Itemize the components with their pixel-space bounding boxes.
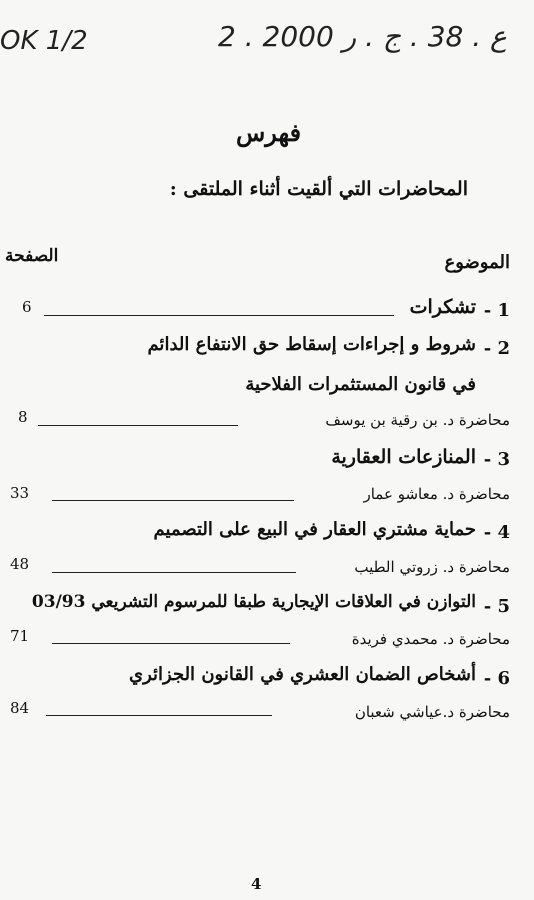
entry-5-number: 5 - [483, 596, 510, 617]
entry-2-title: شروط و إجراءات إسقاط حق الانتفاع الدائم [147, 334, 476, 355]
subtitle: المحاضرات التي ألقيت أثناء الملتقى : [169, 178, 468, 200]
entry-2-number: 2 - [483, 338, 510, 359]
entry-2-page: 8 [18, 408, 28, 426]
entry-5-lecturer: محاضرة د. محمدي فريدة [351, 630, 510, 648]
entry-4-number: 4 - [483, 522, 510, 543]
entry-2-leader [38, 425, 238, 426]
topic-header: الموضوع [444, 252, 510, 273]
entry-4-page: 48 [10, 555, 30, 573]
handwritten-note-left: OK 1/2 [0, 26, 88, 56]
entry-2-title-continued: في قانون المستثمرات الفلاحية [245, 374, 476, 395]
entry-4-leader [52, 572, 296, 573]
entry-6-number: 6 - [483, 668, 510, 689]
entry-2-lecturer: محاضرة د. بن رقية بن يوسف [325, 411, 510, 429]
entry-5-title: التوازن في العلاقات الإيجارية طبقا للمرسوم التشريعي 03/93 [31, 592, 476, 612]
entry-1-leader [44, 315, 394, 316]
entry-1-number: 1 - [483, 300, 510, 321]
entry-6-title: أشخاص الضمان العشري في القانون الجزائري [128, 664, 476, 685]
entry-3-number: 3 - [483, 449, 510, 470]
entry-5-page: 71 [10, 627, 30, 645]
entry-6-lecturer: محاضرة د.عياشي شعبان [354, 703, 510, 721]
entry-1-title: تشكرات [409, 296, 476, 318]
entry-1-page: 6 [22, 298, 32, 316]
page-title: فهرس [236, 118, 302, 147]
entry-6-leader [46, 715, 272, 716]
entry-3-leader [52, 500, 294, 501]
entry-3-lecturer: محاضرة د. معاشو عمار [363, 485, 510, 503]
page-header: الصفحة [5, 246, 59, 266]
entry-5-leader [52, 643, 290, 644]
entry-4-lecturer: محاضرة د. زروتي الطيب [354, 558, 510, 576]
entry-3-title: المنازعات العقارية [331, 446, 476, 468]
handwritten-note-right: 2 . ع . 38 . ج . ر 2000 [218, 20, 507, 53]
entry-3-page: 33 [10, 484, 30, 502]
entry-6-page: 84 [10, 699, 30, 717]
page-number: 4 [251, 875, 262, 893]
entry-4-title: حماية مشتري العقار في البيع على التصميم [153, 519, 476, 540]
